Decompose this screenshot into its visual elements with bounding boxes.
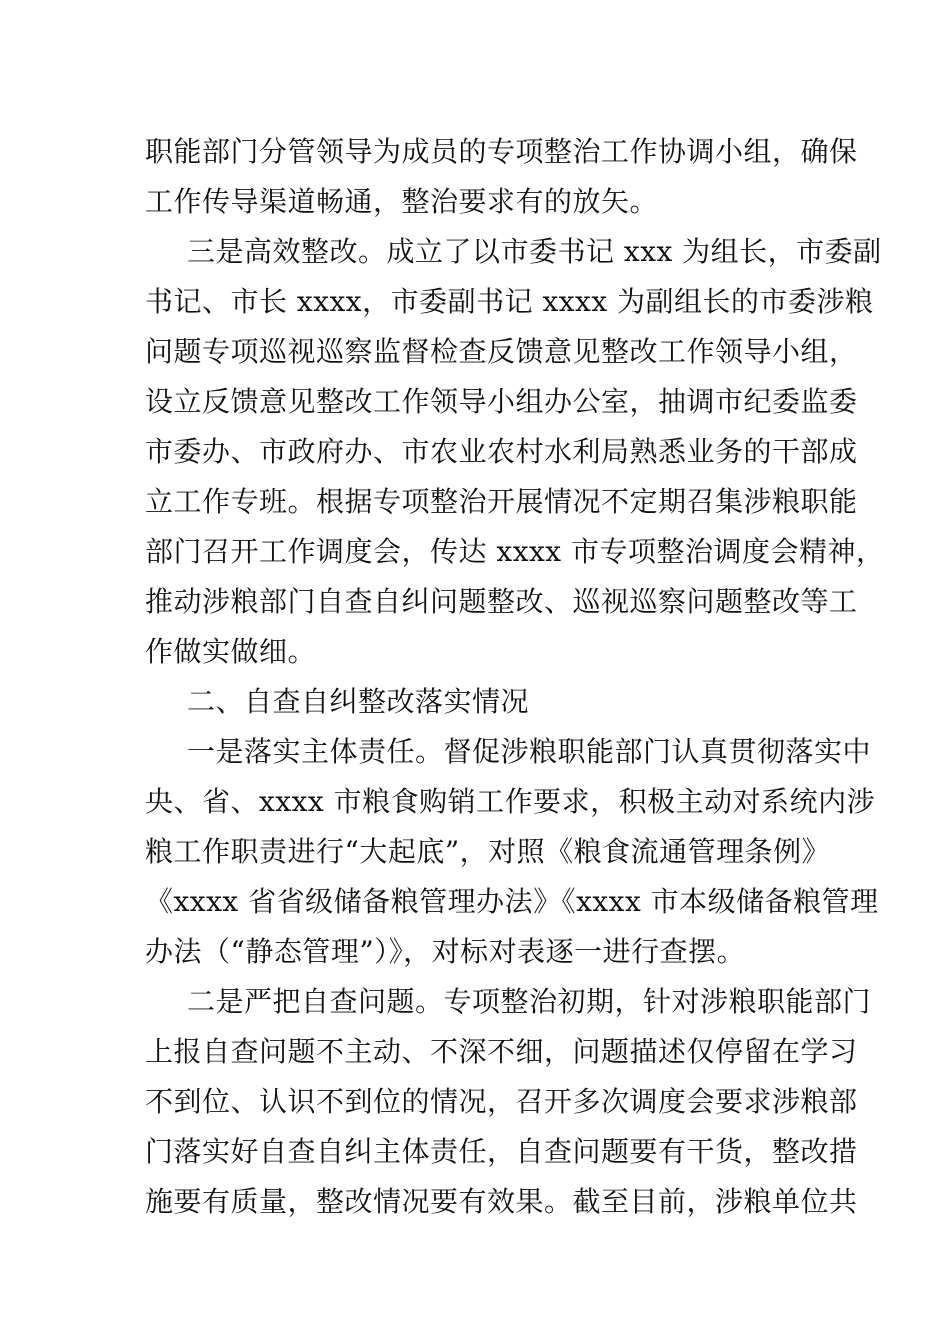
text-line: 推动涉粮部门自查自纠问题整改、巡视巡察问题整改等工 xyxy=(145,585,858,618)
text-line: 上报自查问题不主动、不深不细，问题描述仅停留在学习 xyxy=(145,1035,858,1068)
text-line: 作做实做细。 xyxy=(145,635,317,668)
text-line: 粮工作职责进行“大起底”，对照《粮食流通管理条例》 xyxy=(145,835,831,868)
text-line: 书记、市长 xxxx，市委副书记 xxxx 为副组长的市委涉粮 xyxy=(145,285,874,318)
text-line: 《xxxx 省省级储备粮管理办法》《xxxx 市本级储备粮管理 xyxy=(145,885,879,918)
paragraph-start-line: 三是高效整改。成立了以市委书记 xxx 为组长，市委副 xyxy=(187,235,882,268)
section-heading: 二、自查自纠整改落实情况 xyxy=(187,685,530,718)
text-line: 职能部门分管领导为成员的专项整治工作协调小组，确保 xyxy=(145,135,858,168)
text-line: 问题专项巡视巡察监督检查反馈意见整改工作领导小组， xyxy=(145,335,858,368)
text-line: 施要有质量，整改情况要有效果。截至目前，涉粮单位共 xyxy=(145,1185,858,1218)
text-line: 办法（“静态管理”）》，对标对表逐一进行查摆。 xyxy=(145,935,746,968)
paragraph-start-line: 二是严把自查问题。专项整治初期，针对涉粮职能部门 xyxy=(187,985,872,1018)
text-line: 立工作专班。根据专项整治开展情况不定期召集涉粮职能 xyxy=(145,485,858,518)
text-line: 门落实好自查自纠主体责任，自查问题要有干货，整改措 xyxy=(145,1135,858,1168)
text-line: 设立反馈意见整改工作领导小组办公室，抽调市纪委监委 xyxy=(145,385,858,418)
text-line: 央、省、xxxx 市粮食购销工作要求，积极主动对系统内涉 xyxy=(145,785,876,818)
text-line: 工作传导渠道畅通，整治要求有的放矢。 xyxy=(145,185,659,218)
text-line: 部门召开工作调度会，传达 xxxx 市专项整治调度会精神， xyxy=(145,535,885,568)
text-line: 不到位、认识不到位的情况，召开多次调度会要求涉粮部 xyxy=(145,1085,858,1118)
text-line: 市委办、市政府办、市农业农村水利局熟悉业务的干部成 xyxy=(145,435,858,468)
paragraph-start-line: 一是落实主体责任。督促涉粮职能部门认真贯彻落实中 xyxy=(187,735,872,768)
